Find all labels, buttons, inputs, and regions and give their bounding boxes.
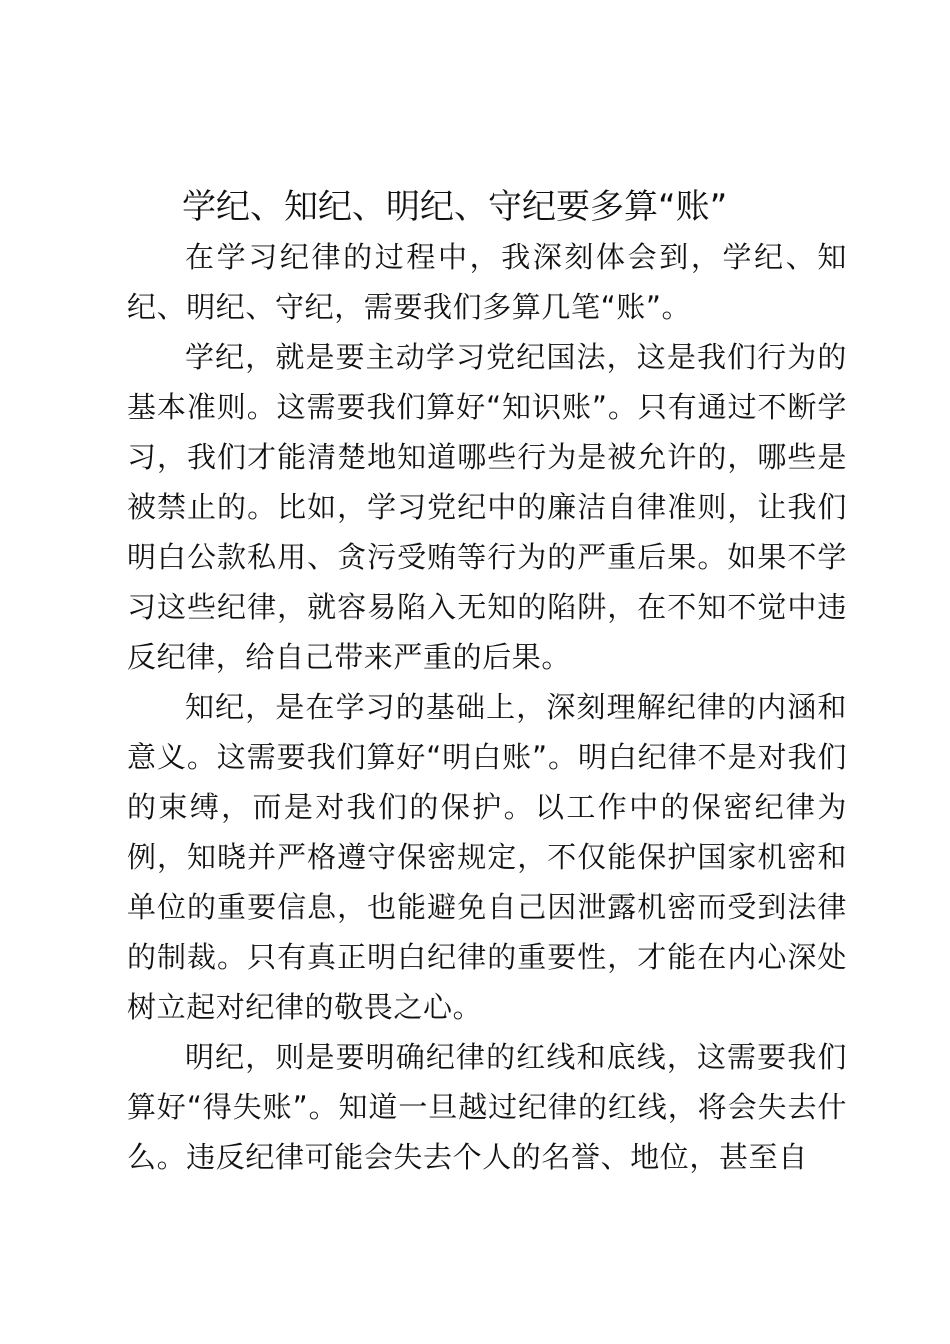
paragraph-mingji: 明纪，则是要明确纪律的红线和底线，这需要我们算好“得失账”。知道一旦越过纪律的红线，将会失去什么。违反纪律可能会失去个人的名誉、地位，甚至自 — [127, 1040, 847, 1174]
document-title: 学纪、知纪、明纪、守纪要多算“账” — [182, 187, 728, 227]
paragraph-intro: 在学习纪律的过程中，我深刻体会到，学纪、知纪、明纪、守纪，需要我们多算几笔“账”。 — [127, 240, 847, 324]
paragraph-zhiji: 知纪，是在学习的基础上，深刻理解纪律的内涵和意义。这需要我们算好“明白账”。明白纪律不是对我们的束缚，而是对我们的保护。以工作中的保密纪律为例，知晓并严格遵守保密规定，不仅能保护国家机密和单位的重要信息，也能避免自己因泄露机密而受到法律的制裁。只有真正明白纪律的重要性，才能在内心深处树立起对纪律的敬畏之心。 — [127, 690, 847, 1024]
document-body — [127, 232, 847, 1182]
paragraph-xueji: 学纪，就是要主动学习党纪国法，这是我们行为的基本准则。这需要我们算好“知识账”。只有通过不断学习，我们才能清楚地知道哪些行为是被允许的，哪些是被禁止的。比如，学习党纪中的廉洁自律准则，让我们明白公款私用、贪污受贿等行为的严重后果。如果不学习这些纪律，就容易陷入无知的陷阱，在不知不觉中违反纪律，给自己带来严重的后果。 — [127, 340, 847, 674]
